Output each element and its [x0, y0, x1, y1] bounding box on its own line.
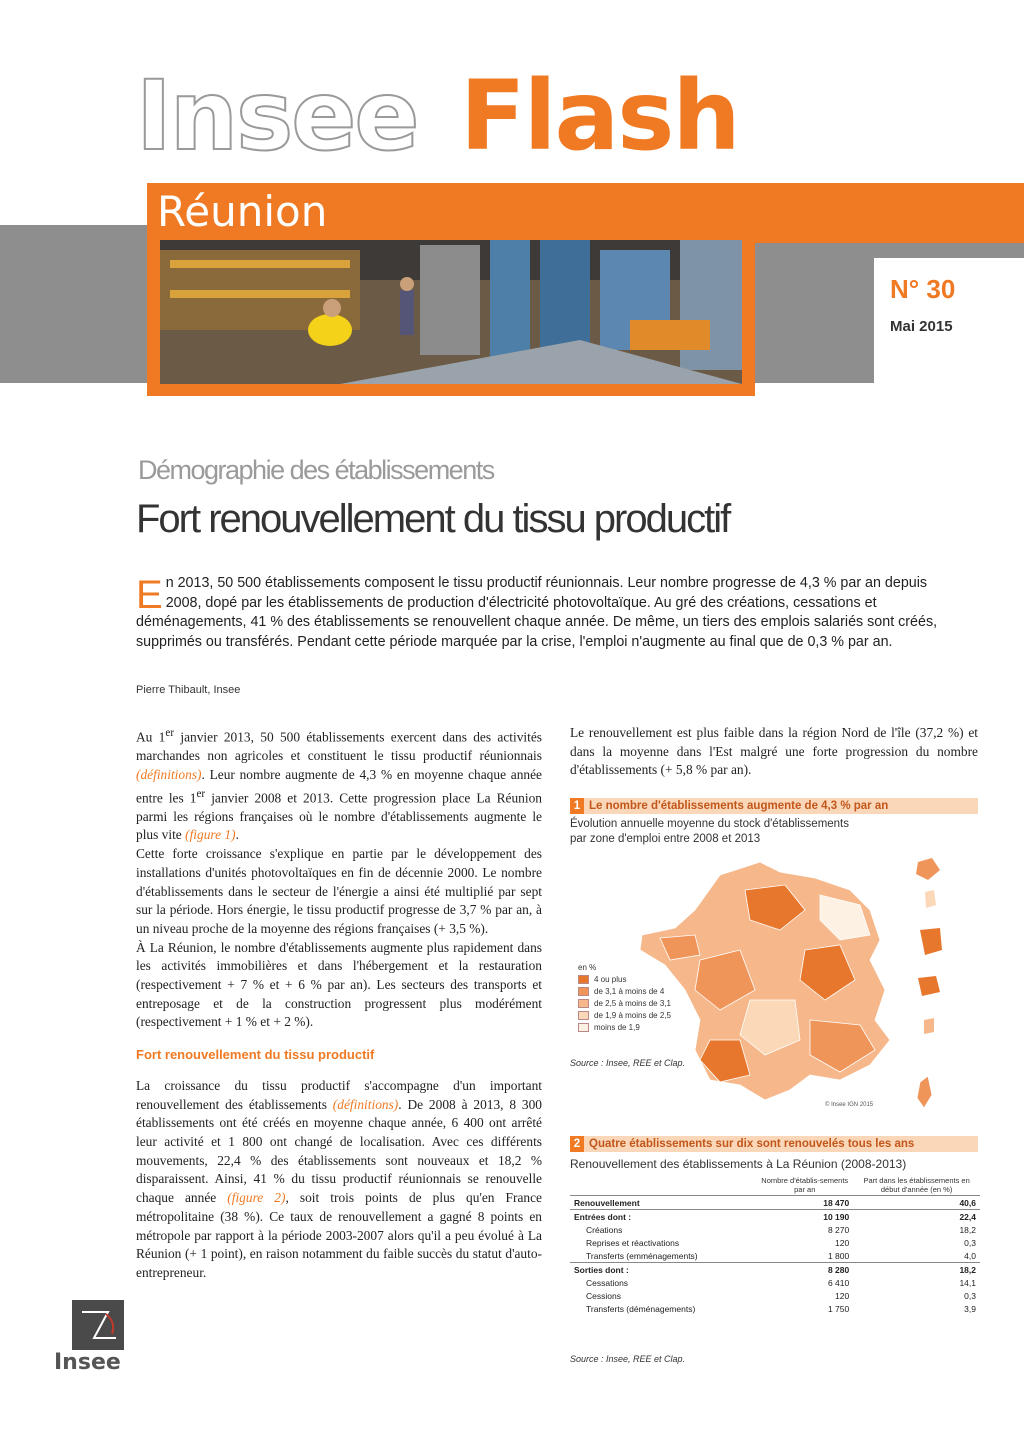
legend-item — [578, 986, 671, 998]
figure-1-number: 1 — [570, 798, 584, 814]
text-span: , soit trois points de plus qu'en France métropolitaine (38 %). Ce taux de renouvellement a gagné 8 points en métropole par rapport à la période 2003-2007 alors qu'il a peu évolué à La Réunion (+ 1 point), en raison notamment du faible succès du statut d'auto-entrepreneur. — [136, 1190, 542, 1280]
figure-1-title-bar — [570, 798, 978, 814]
issue-date: Mai 2015 — [890, 318, 953, 335]
table-cell-share: 22,4 — [853, 1210, 980, 1224]
table-cell-label: Cessions — [586, 1290, 621, 1301]
table-cell-share: 3,9 — [964, 1303, 976, 1314]
figure-1-subtitle-2: par zone d'emploi entre 2008 et 2013 — [570, 833, 761, 846]
table-cell-count: 1 750 — [827, 1303, 850, 1314]
issue-number: N° 30 — [890, 274, 956, 304]
body-paragraph: Cette forte croissance s'explique en partie par le développement des installations d'unités photovoltaïques en fin de décennie 2000. Le nombre d'établissements dans le secteur de l'énergie a ainsi été multiplié par sept sur la période. Hors énergie, le tissu productif progresse de 3,7 % par an, à un niveau proche de la moyenne des régions françaises (+ 3,5 %). — [136, 846, 542, 936]
table-cell-label: Cessations — [586, 1277, 629, 1288]
table-cell-share: 40,6 — [959, 1197, 976, 1208]
figure-2-title-bar — [570, 1136, 978, 1152]
legend-swatch — [578, 1011, 589, 1020]
table-cell-share: 4,0 — [964, 1250, 976, 1261]
text-span: . — [235, 827, 239, 843]
renewal-table — [570, 1174, 980, 1315]
table-cell-label: Entrées dont : — [570, 1210, 756, 1224]
map-dom-guyane — [920, 928, 942, 955]
map-corsica — [917, 1076, 932, 1108]
insee-logo-mark — [72, 1300, 124, 1350]
table-cell-count: 120 — [835, 1237, 850, 1248]
body-paragraph — [136, 724, 542, 845]
table-cell-count: 120 — [835, 1290, 850, 1301]
legend-label: moins de 1,9 — [594, 1023, 640, 1032]
legend-label: 4 ou plus — [594, 975, 627, 984]
figure-1-source: Source : Insee, REE et Clap. — [570, 1058, 686, 1068]
figure-1-link[interactable]: (figure 1) — [185, 827, 236, 843]
figure-2-link[interactable]: (figure 2) — [227, 1190, 286, 1206]
table-cell-label: Renouvellement — [574, 1197, 640, 1208]
figure-2-header — [570, 1136, 978, 1172]
table-cell-label: Transferts (emménagements) — [586, 1250, 698, 1261]
figure-2-source: Source : Insee, REE et Clap. — [570, 1354, 686, 1364]
legend-label: de 1,9 à moins de 2,5 — [594, 1011, 671, 1020]
legend-item — [578, 998, 671, 1010]
legend-swatch — [578, 999, 589, 1008]
article-kicker: Démographie des établissements — [138, 455, 494, 485]
map-dom-mayotte — [924, 1018, 934, 1034]
lead-text: n 2013, 50 500 établissements composent le tissu productif réunionnais. Leur nombre progresse de 4,3 % par an depuis 2008, dopé par les établissements de production d'électricité photovoltaïque. Au gré des créations, cessations et déménagements, 41 % des établissements se renouvellent chaque année. De même, un tiers des emplois salariés sont créés, supprimés ou transférés. Pendant cette période marquée par la crise, l'emploi n'augmente au final que de 0,3 % par an. — [136, 575, 938, 650]
insee-logo-icon — [72, 1300, 124, 1350]
table-row — [570, 1249, 980, 1263]
table-cell-label: Sorties dont : — [570, 1263, 756, 1277]
map-dom-guadeloupe — [916, 858, 940, 880]
logo-flash: Flash — [460, 60, 739, 172]
definitions-link[interactable]: (définitions) — [136, 766, 202, 782]
table-row — [570, 1302, 980, 1315]
legend-swatch — [578, 975, 589, 984]
table-cell-share: 18,2 — [959, 1224, 976, 1235]
table-row — [570, 1276, 980, 1289]
table-header-col2: Part dans les établissements en début d'année (en %) — [853, 1174, 980, 1196]
table-cell-count: 6 410 — [827, 1277, 850, 1288]
body-right-column — [570, 724, 978, 847]
region-name: Réunion — [157, 187, 328, 236]
table-cell-count: 10 190 — [756, 1210, 853, 1224]
table-cell-share: 0,3 — [964, 1237, 976, 1248]
article-title: Fort renouvellement du tissu productif — [136, 497, 730, 541]
legend-swatch — [578, 987, 589, 996]
table-cell-label: Transferts (déménagements) — [586, 1303, 696, 1314]
legend-swatch — [578, 1023, 589, 1032]
logo-insee: Insee — [136, 60, 418, 172]
figure-1-subtitle-1: Évolution annuelle moyenne du stock d'établissements — [570, 818, 850, 831]
table-cell-count: 1 800 — [827, 1250, 850, 1261]
cover-photo — [160, 240, 742, 384]
article-lead — [136, 574, 966, 652]
table-row — [570, 1263, 980, 1277]
text-span: Au 1 — [136, 729, 166, 745]
text-span: La croissance du tissu productif s'accompagne d'un important renouvellement des établissements — [136, 1077, 542, 1112]
superscript: er — [165, 727, 175, 739]
legend-label: de 2,5 à moins de 3,1 — [594, 999, 671, 1008]
table-cell-share: 18,2 — [853, 1263, 980, 1277]
table-cell-share: 0,3 — [964, 1290, 976, 1301]
text-span: . Leur nombre augmente de 4,3 % en moyenne chaque année entre les 1 — [136, 766, 542, 806]
legend-item — [578, 1010, 671, 1022]
map-copyright: © Insee IGN 2015 — [825, 1102, 874, 1108]
table-row — [570, 1210, 980, 1224]
body-left-column — [136, 724, 542, 1283]
body-paragraph: Le renouvellement est plus faible dans la région Nord de l'île (37,2 %) et dans la moyenne dans l'Est malgré une forte progression du nombre d'établissements (+ 5,8 % par an). — [570, 725, 978, 778]
lead-dropcap: E — [136, 573, 163, 617]
body-paragraph: À La Réunion, le nombre d'établissements augmente plus rapidement dans les activités immobilières et dans l'hébergement et la restauration (respectivement + 7 % et + 6 % par an). Les secteurs des transports et entreposage et de la construction progressent plus modérément (respectivement + 1 % et + 2 %). — [136, 939, 542, 1030]
table-cell-label: Créations — [586, 1224, 623, 1235]
table-header-col1: Nombre d'établis-sements par an — [756, 1174, 853, 1196]
definitions-link[interactable]: (définitions) — [332, 1096, 399, 1112]
section-subhead: Fort renouvellement du tissu productif — [136, 1047, 375, 1063]
table-cell-count: 18 470 — [823, 1197, 850, 1208]
factory-photo-illustration — [160, 240, 742, 384]
body-paragraph — [136, 1077, 542, 1283]
article-author: Pierre Thibault, Insee — [136, 684, 241, 696]
table-cell-count: 8 270 — [827, 1224, 850, 1235]
table-row — [570, 1236, 980, 1249]
legend-item — [578, 1022, 671, 1034]
legend-item — [578, 974, 671, 986]
table-row — [570, 1223, 980, 1236]
table-cell-share: 14,1 — [959, 1277, 976, 1288]
figure-2-title: Quatre établissements sur dix sont renouvelés tous les ans — [589, 1138, 915, 1150]
table-row — [570, 1289, 980, 1302]
figure-2-number: 2 — [570, 1136, 584, 1152]
table-cell-label: Reprises et réactivations — [586, 1237, 680, 1248]
map-dom-reunion — [918, 976, 940, 996]
legend-label: de 3,1 à moins de 4 — [594, 987, 665, 996]
table-cell-count: 8 280 — [756, 1263, 853, 1277]
legend-unit: en % — [578, 963, 597, 972]
map-dom-martinique — [925, 890, 936, 908]
superscript: er — [196, 787, 206, 800]
table-header-row — [570, 1174, 980, 1196]
text-span: . De 2008 à 2013, 8 300 établissements ont été créés en moyenne chaque année, 6 400 ont arrêté leur activité et 1 800 ont changé de localisation. Avec ces différents mouvements, 22,4 % des établissements sont nouveaux et 18,2 % disparaissent. Ainsi, 41 % du tissu productif réunionnais se renouvelle chaque année — [136, 1096, 542, 1206]
text-span: janvier 2013, 50 500 établissements exercent dans des activités marchandes non agricoles et constituent le tissu productif réunionnais — [136, 729, 542, 764]
insee-logo-text: Insee — [54, 1350, 121, 1375]
table-header-empty — [570, 1174, 756, 1196]
table-row — [570, 1196, 980, 1210]
figure-2-subtitle: Renouvellement des établissements à La Réunion (2008-2013) — [570, 1157, 907, 1171]
map-legend — [578, 962, 671, 1034]
figure-1-title: Le nombre d'établissements augmente de 4,3 % par an — [589, 800, 889, 813]
text-span: janvier 2008 et 2013. Cette progression place La Réunion parmi les régions françaises où le nombre d'établissements augmente le plus vite — [136, 790, 542, 843]
